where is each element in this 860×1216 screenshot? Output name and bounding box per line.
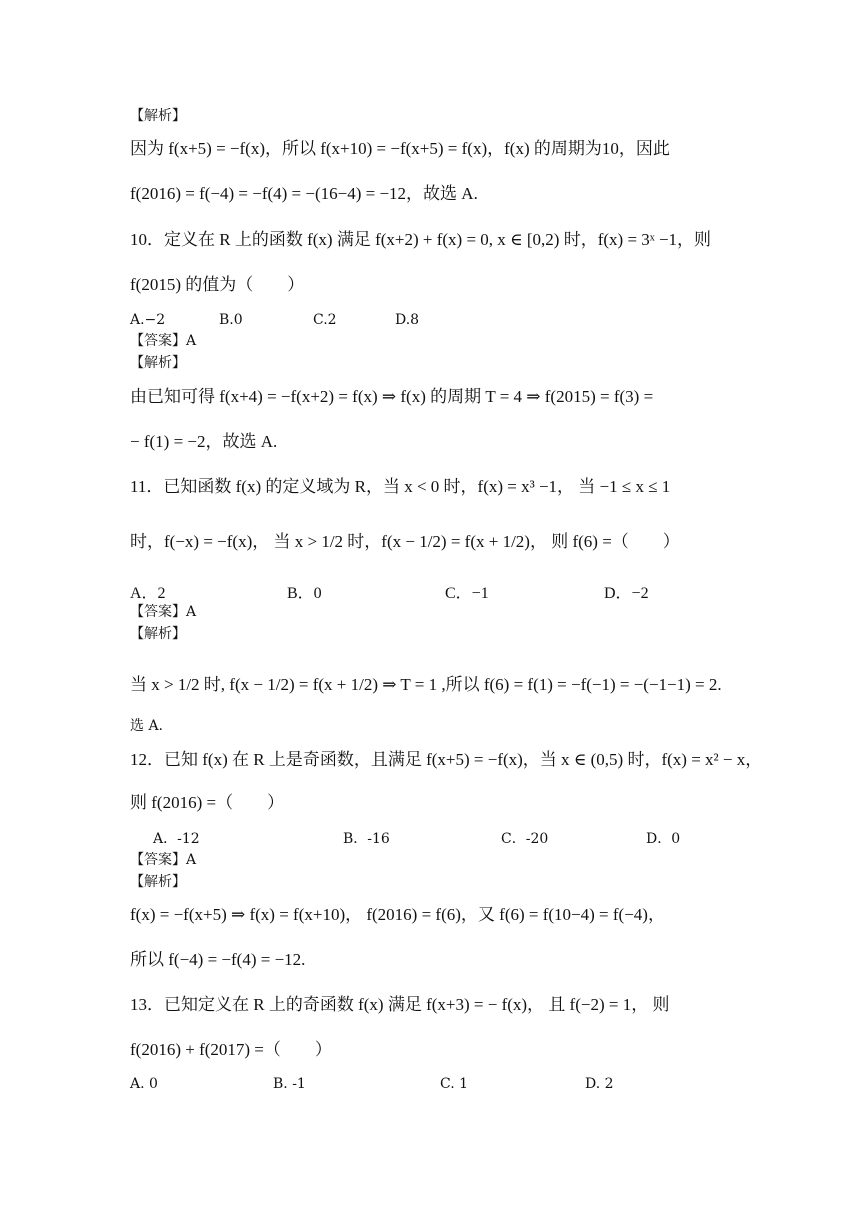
question-11-stem: 11．已知函数 f(x) 的定义域为 R，当 x < 0 时，f(x) = x³ −1， 当 −1 ≤ x ≤ 1 <box>130 477 671 496</box>
answer-label: 【答案】A <box>130 852 197 868</box>
analysis-text: 所以 f(−4) = −f(4) = −12. <box>130 950 306 969</box>
option-b: B. -1 <box>273 1076 306 1092</box>
answer-label: 【答案】A <box>130 604 197 620</box>
option-c: C. 1 <box>440 1076 469 1092</box>
analysis-text: − f(1) = −2，故选 A. <box>130 432 278 451</box>
analysis-heading: 【解析】 <box>130 108 186 124</box>
option-b: B．0 <box>287 585 322 602</box>
option-c: C.2 <box>313 312 337 328</box>
question-11-stem: 时，f(−x) = −f(x)， 当 x > 1/2 时，f(x − 1/2) = f(x + 1/2)， 则 f(6) =（ ） <box>130 532 680 551</box>
analysis-heading: 【解析】 <box>130 626 186 642</box>
analysis-heading: 【解析】 <box>130 874 186 890</box>
question-13-stem: f(2016) + f(2017) =（ ） <box>130 1040 332 1059</box>
option-d: D.8 <box>395 312 420 328</box>
option-c: C．−1 <box>445 585 489 602</box>
analysis-text: 因为 f(x+5) = −f(x)，所以 f(x+10) = −f(x+5) = f(x)，f(x) 的周期为10，因此 <box>130 139 670 158</box>
answer-label: 【答案】A <box>130 333 197 349</box>
analysis-heading: 【解析】 <box>130 355 186 371</box>
option-d: D. 2 <box>585 1076 614 1092</box>
question-12-stem: 12．已知 f(x) 在 R 上是奇函数，且满足 f(x+5) = −f(x)，当 x ∈ (0,5) 时，f(x) = x² − x， <box>130 750 763 769</box>
question-10-stem: 10．定义在 R 上的函数 f(x) 满足 f(x+2) + f(x) = 0, x ∈ [0,2) 时，f(x) = 3ˣ −1，则 <box>130 230 712 249</box>
question-12-stem: 则 f(2016) =（ ） <box>130 793 285 812</box>
analysis-text: 选 A. <box>130 718 164 734</box>
option-d: D．−2 <box>604 585 649 602</box>
option-b: B．-16 <box>343 831 390 847</box>
option-b: B.0 <box>219 312 243 328</box>
analysis-text: 由已知可得 f(x+4) = −f(x+2) = f(x) ⇒ f(x) 的周期 T = 4 ⇒ f(2015) = f(3) = <box>130 387 654 406</box>
option-a: A．2 <box>130 585 166 602</box>
option-a: A. 0 <box>130 1076 158 1092</box>
analysis-text: f(x) = −f(x+5) ⇒ f(x) = f(x+10)， f(2016) = f(6)，又 f(6) = f(10−4) = f(−4)， <box>130 905 665 924</box>
question-10-stem: f(2015) 的值为（ ） <box>130 275 305 294</box>
question-13-stem: 13．已知定义在 R 上的奇函数 f(x) 满足 f(x+3) = − f(x)， 且 f(−2) = 1， 则 <box>130 995 670 1014</box>
option-a: A.−2 <box>130 312 166 328</box>
option-a: A．-12 <box>153 831 200 847</box>
option-d: D．0 <box>646 831 681 847</box>
analysis-text: f(2016) = f(−4) = −f(4) = −(16−4) = −12，故选 A. <box>130 184 478 203</box>
option-c: C．-20 <box>501 831 549 847</box>
analysis-text: 当 x > 1/2 时, f(x − 1/2) = f(x + 1/2) ⇒ T = 1 ,所以 f(6) = f(1) = −f(−1) = −(−1−1) = 2. <box>130 675 722 694</box>
